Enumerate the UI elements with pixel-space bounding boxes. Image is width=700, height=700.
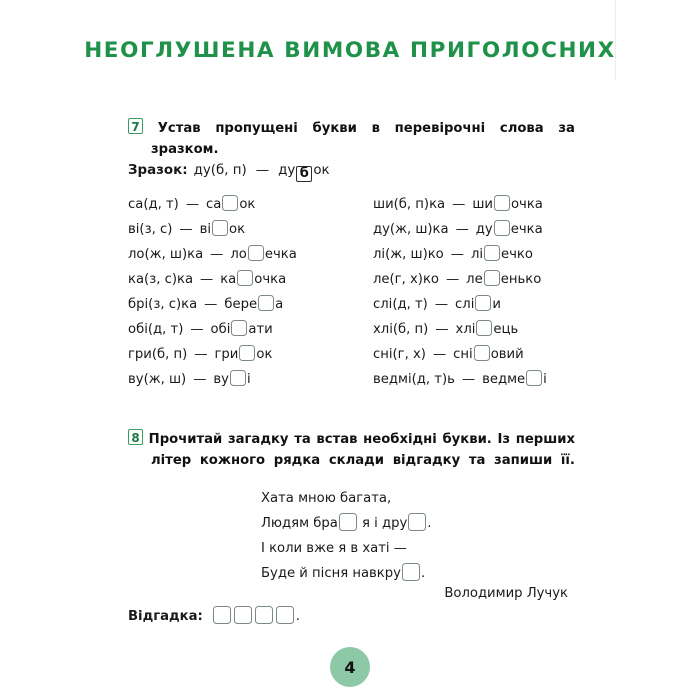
word-pair-row [128, 292, 297, 317]
word-prompt: гри(б, п) [128, 347, 188, 362]
dash-separator: — [461, 372, 476, 387]
sample-answer-prefix: ду [278, 163, 296, 178]
answer-suffix: ок [229, 222, 246, 237]
letter-input-box[interactable] [239, 345, 255, 361]
instr8-w4: встав [316, 432, 358, 447]
answer-prefix: хлі [455, 322, 476, 337]
word-prompt: брі(з, с)ка [128, 297, 198, 312]
word-prompt: ду(ж, ш)ка [373, 222, 449, 237]
answer-prefix: бере [224, 297, 258, 312]
sample-answer-suffix: ок [313, 163, 330, 178]
word-pair-row [128, 342, 297, 367]
exercise-8-instruction [128, 429, 575, 471]
instr8-l2-w4: склади [328, 453, 385, 468]
letter-input-box[interactable] [222, 195, 238, 211]
dash-separator: — [210, 247, 224, 262]
instr8-w3: та [294, 432, 311, 447]
dash-separator: — [179, 222, 193, 237]
answer-prefix: сні [453, 347, 473, 362]
answer-prefix: ві [199, 222, 211, 237]
dash-separator: — [193, 372, 207, 387]
answer-prefix: ву [213, 372, 229, 387]
instr8-w6: букви. [442, 432, 492, 447]
riddle-text [261, 486, 431, 586]
answer-prefix: ка [220, 272, 237, 287]
word-prompt: ле(г, х)ко [373, 272, 439, 287]
riddle-line-text-middle: я і дру [357, 516, 408, 531]
riddle-line [261, 536, 431, 561]
answer-letter-box[interactable] [234, 606, 252, 624]
answer-suffix: ечко [501, 247, 533, 262]
instr7-line2: зразком. [151, 142, 219, 157]
exercise-7-left-column [128, 192, 297, 392]
word-pair-row [373, 242, 547, 267]
page-title: НЕОГЛУШЕНА ВИМОВА ПРИГОЛОСНИХ [84, 38, 616, 63]
word-prompt: сні(г, х) [373, 347, 426, 362]
word-prompt: ву(ж, ш) [128, 372, 187, 387]
instr8-w7: Із [497, 432, 511, 447]
dash-separator: — [204, 297, 218, 312]
exercise-8-badge: 8 [128, 429, 143, 445]
dash-separator: — [445, 272, 460, 287]
word-pair-row [373, 342, 547, 367]
dash-separator: — [455, 222, 469, 237]
riddle-line-text: Буде й пісня навкру [261, 566, 401, 581]
riddle-line [261, 511, 431, 536]
answer-suffix: ечка [510, 222, 543, 237]
answer-suffix: и [492, 297, 501, 312]
word-pair-row [128, 367, 297, 392]
letter-input-box[interactable] [339, 513, 357, 531]
sample-dash: — [255, 163, 270, 178]
riddle-line-text: І коли вже я в хаті — [261, 541, 407, 556]
instr8-w5: необхідні [363, 432, 437, 447]
riddle-line-text: Людям бра [261, 516, 338, 531]
page-number: 4 [330, 647, 370, 687]
letter-input-box[interactable] [258, 295, 274, 311]
answer-prefix: ду [475, 222, 493, 237]
letter-input-box[interactable] [248, 245, 264, 261]
word-pair-row [128, 192, 297, 217]
letter-input-box[interactable] [474, 345, 490, 361]
answer-label: Відгадка: [128, 609, 203, 624]
answer-prefix: обі [210, 322, 231, 337]
answer-prefix: ле [466, 272, 483, 287]
instr7-w4: в [371, 121, 380, 136]
answer-suffix: очка [254, 272, 287, 287]
answer-prefix: ведме [482, 372, 526, 387]
word-prompt: ка(з, с)ка [128, 272, 194, 287]
riddle-line-text-after: . [420, 566, 426, 581]
letter-input-box[interactable] [212, 220, 228, 236]
answer-suffix: ок [239, 197, 256, 212]
letter-input-box[interactable] [231, 320, 247, 336]
word-prompt: са(д, т) [128, 197, 179, 212]
answer-boxes-group [212, 609, 296, 624]
instr7-w3: букви [312, 121, 357, 136]
exercise-7-instruction [128, 118, 575, 160]
dash-separator: — [432, 347, 447, 362]
dash-separator: — [450, 247, 464, 262]
dash-separator: — [190, 322, 204, 337]
word-pair-row [373, 192, 547, 217]
answer-suffix: очка [510, 197, 543, 212]
dash-separator: — [435, 322, 449, 337]
word-pair-row [128, 317, 297, 342]
word-prompt: хлі(б, п) [373, 322, 429, 337]
riddle-line [261, 486, 431, 511]
answer-prefix: са [206, 197, 222, 212]
answer-letter-box[interactable] [213, 606, 231, 624]
word-pair-row [373, 292, 547, 317]
answer-suffix: ечка [264, 247, 297, 262]
answer-prefix: ло [230, 247, 247, 262]
answer-suffix: енько [500, 272, 542, 287]
instr8-l2-w6: та [468, 453, 486, 468]
instr8-l2-w3: рядка [273, 453, 321, 468]
instr8-l2-w2: кожного [199, 453, 266, 468]
answer-prefix: лі [470, 247, 484, 262]
answer-suffix: ець [493, 322, 519, 337]
letter-input-box[interactable] [494, 220, 510, 236]
word-prompt: ведмі(д, т)ь [373, 372, 455, 387]
answer-suffix: а [275, 297, 284, 312]
instr8-w2: загадку [227, 432, 289, 447]
instr8-l2-w7: запиши [494, 453, 553, 468]
word-pair-row [373, 217, 547, 242]
riddle-line-text: Хата мною багата, [261, 491, 392, 506]
answer-line [128, 606, 300, 624]
letter-input-box[interactable] [484, 245, 500, 261]
instr7-w6: слова [499, 121, 544, 136]
instr7-w5: перевірочні [394, 121, 486, 136]
answer-suffix: ок [256, 347, 273, 362]
word-pair-row [128, 267, 297, 292]
word-pair-row [373, 367, 547, 392]
letter-input-box[interactable] [475, 295, 491, 311]
word-pair-row [128, 242, 297, 267]
word-prompt: ши(б, п)ка [373, 197, 446, 212]
word-pair-row [128, 217, 297, 242]
riddle-line-text-after: . [427, 516, 432, 531]
word-prompt: ло(ж, ш)ка [128, 247, 204, 262]
letter-input-box[interactable] [526, 370, 542, 386]
sample-word: ду(б, п) [193, 163, 247, 178]
dash-separator: — [185, 197, 199, 212]
letter-input-box[interactable] [230, 370, 246, 386]
letter-input-box[interactable] [237, 270, 253, 286]
riddle-author: Володимир Лучук [444, 586, 568, 601]
word-prompt: обі(д, т) [128, 322, 184, 337]
answer-suffix: ати [248, 322, 273, 337]
letter-input-box[interactable] [494, 195, 510, 211]
answer-letter-box[interactable] [255, 606, 273, 624]
sample-label: Зразок: [128, 163, 188, 178]
sample-answer-box: б [296, 166, 312, 182]
word-pair-row [373, 267, 547, 292]
dash-separator: — [194, 347, 208, 362]
exercise-7-sample [128, 163, 330, 182]
letter-input-box[interactable] [402, 563, 420, 581]
answer-letter-box[interactable] [276, 606, 294, 624]
answer-suffix: і [246, 372, 251, 387]
exercise-7-right-column [373, 192, 547, 392]
letter-input-box[interactable] [484, 270, 500, 286]
word-prompt: слі(д, т) [373, 297, 428, 312]
instr8-w8: перших [515, 432, 575, 447]
instr7-w2: пропущені [215, 121, 298, 136]
word-pair-row [373, 317, 547, 342]
letter-input-box[interactable] [408, 513, 426, 531]
instr8-l2-w1: літер [151, 453, 192, 468]
dash-separator: — [200, 272, 214, 287]
instr7-w7: за [558, 121, 575, 136]
instr8-l2-w5: відгадку [392, 453, 461, 468]
instr8-w1: Прочитай [148, 432, 223, 447]
dash-separator: — [452, 197, 466, 212]
answer-suffix: і [543, 372, 547, 387]
instr7-w1: Устав [157, 121, 201, 136]
instr8-l2-w8: її. [560, 453, 575, 468]
riddle-line [261, 561, 431, 586]
word-prompt: лі(ж, ш)ко [373, 247, 444, 262]
word-prompt: ві(з, с) [128, 222, 173, 237]
answer-prefix: гри [214, 347, 239, 362]
dash-separator: — [434, 297, 449, 312]
exercise-7-badge: 7 [128, 118, 143, 134]
answer-prefix: слі [455, 297, 475, 312]
letter-input-box[interactable] [476, 320, 492, 336]
answer-prefix: ши [472, 197, 493, 212]
answer-period: . [295, 609, 300, 624]
answer-suffix: овий [490, 347, 524, 362]
